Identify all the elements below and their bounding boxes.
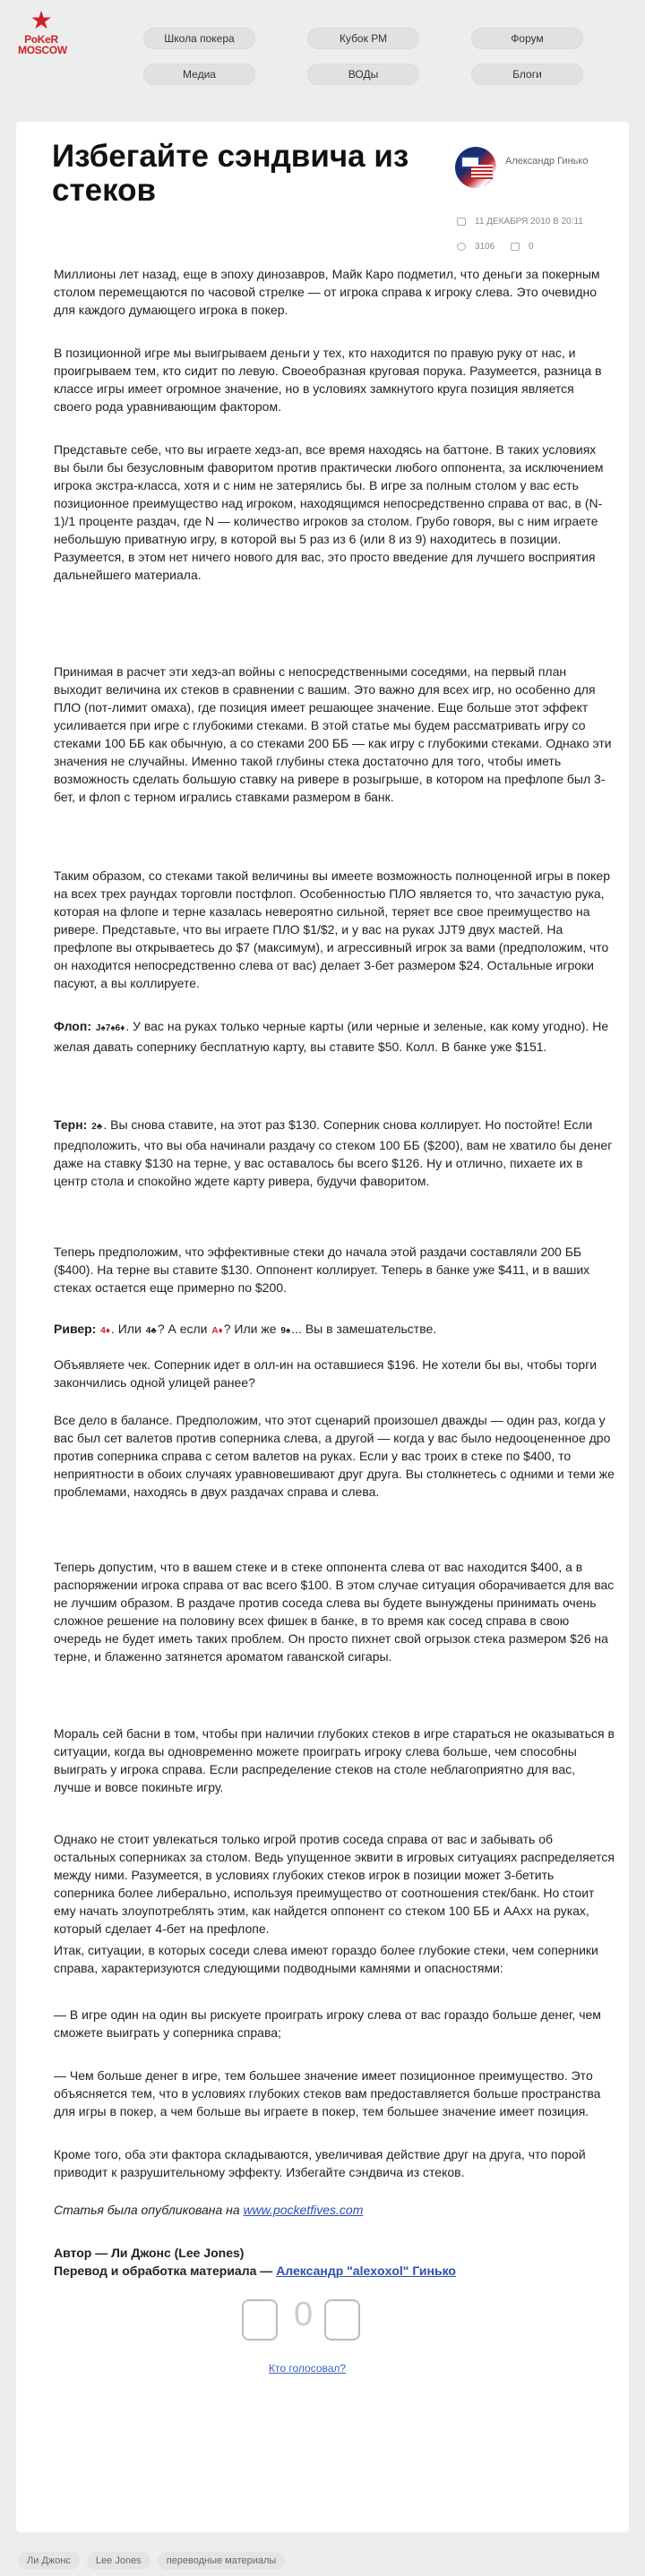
flop-paragraph: Флоп: J♠7♠6♦. У вас на руках только черные карты (или черные и зеленые, как кому угодно). Не желая давать сопернику бесплатную карту, вы ставите $50. Колл. В банке уже $151. <box>54 1019 609 1054</box>
view-count: 3106 <box>457 242 494 252</box>
turn-card: 2♣ <box>91 1122 103 1132</box>
river-paragraph: Ривер: 4♦. Или 4♣? А если A♦? Или же 9♠... Вы в замешательстве. <box>54 1320 615 1340</box>
paragraph: Кроме того, оба эти фактора складываются, увеличивая действие друг на друга, что порой приводит к разрушительному эффекту. Избегайте сэндвича из стеков. <box>54 2147 586 2179</box>
source-line: Статья была опубликована на www.pocketfives.com <box>54 2203 364 2217</box>
paragraph: Принимая в расчет эти хедз-ап войны с непосредственными соседями, на первый план выходит величина их стеков в сравнении с вашим. Это важно для всех игр, но особенно для ПЛО (пот-лимит омаха), где позиция имеет решающее значение. Еще больше этот эффект усиливается при игре с глубокими стеками. В этой статье мы будем рассматривать игру со стеками 100 ББ как обычную, а со стеками 200 ББ — как игру с глубокими стеками. Однако эти значения не случайны. Именно такой глубины стека достаточно для того, чтобы иметь возможность сделать большую ставку на ривере в розыгрыше, в котором на префлопе был 3-бет, и флоп с терном игрались ставками размером в банк. <box>54 664 612 804</box>
nav-cup[interactable]: Кубок РМ <box>307 28 419 49</box>
site-header <box>0 0 645 82</box>
paragraph: Таким образом, со стеками такой величины вы имеете возможность полноценной игры в покер на всех трех раундах торговли постфлоп. Особенностью ПЛО является то, что зачастую рука, которая на флопе и терне казалась невероятно сильной, теряет все свое преимущество на ривере. Представьте, что вы играете ПЛО $1/$2, и у вас на руках JJT9 двух мастей. На префлопе вы открываетесь до $7 (максимум), и агрессивный игрок за вами (предположим, что он находится непосредственно слева от вас) делает 3-бет размером $24. Остальные игроки пасуют, а вы коллируете. <box>54 869 610 990</box>
thumbs-down-icon[interactable] <box>242 2299 278 2341</box>
post-date: 11 ДЕКАБРЯ 2010 В 20:11 <box>457 217 583 227</box>
author-avatar[interactable] <box>455 147 496 188</box>
paragraph: В позиционной игре мы выигрываем деньги у тех, кто находится по правую руку от нас, и проигрываем тем, кто сидит по левую. Своеобразная круговая порука. Разумеется, разница в классе игры имеет огромное значение, но в условиях замкнутого круга позиция является своего рода уравнивающим фактором. <box>54 346 602 414</box>
site-logo[interactable] <box>18 5 67 70</box>
paragraph: Мораль сей басни в том, чтобы при наличии глубоких стеков в игре стараться не оказываться в ситуации, когда вы одновременно можете проиграть игроку слева больше, чем способны выиграть у игрока справа. Если распределение стеков на столе неблагоприятно для вас, лучше и вовсе покиньте игру. <box>54 1726 615 1794</box>
logo-line1: PoKeR <box>24 33 58 46</box>
paragraph: Итак, ситуации, в которых соседи слева имеют гораздо более глубокие стеки, чем соперники справа, характеризуются следующими подводными камнями и опасностями: <box>54 1943 598 1975</box>
nav-vods[interactable]: ВОДы <box>307 64 419 85</box>
river-card-1: 4♦ <box>100 1326 110 1336</box>
river-card-3: A♦ <box>211 1326 223 1336</box>
comment-count[interactable]: 0 <box>511 242 534 252</box>
paragraph: Однако не стоит увлекаться только игрой против соседа справа от вас и забывать об остальных соперниках за столом. Ведь упущенное эквити в игровых ситуациях распределяется между ними. Разумеется, в условиях глубоких стеков игрок в позиции может 3-бетить соперника более либерально, используя преимущество от соотношения стек/банк. Но стоит ему начать злоупотреблять этим, как найдется оппонент со стеком 100 ББ и AAxx на руках, который сделает 4-бет на префлопе. <box>54 1832 615 1936</box>
tag-item[interactable]: Lee Jones <box>87 2552 150 2570</box>
paragraph: — В игре один на один вы рискуете проиграть игроку слева от вас гораздо больше денег, чем сможете выиграть у соперника справа; <box>54 2007 601 2040</box>
article-card <box>16 122 629 2532</box>
tag-list <box>18 2550 292 2570</box>
source-link[interactable]: www.pocketfives.com <box>243 2203 364 2217</box>
comment-icon <box>511 243 520 251</box>
flop-cards: J♠7♠6♦ <box>95 1023 125 1033</box>
vote-count: 0 <box>294 2296 314 2333</box>
calendar-icon <box>457 218 466 226</box>
nav-media[interactable]: Медиа <box>143 64 255 85</box>
logo-line2: MOSCOW <box>18 44 67 56</box>
paragraph: Теперь предположим, что эффективные стеки до начала этой раздачи составляли 200 ББ ($400). На терне вы ставите $130. Оппонент коллирует. Теперь в банке уже $411, и в ваших стеках остается еще примерно по $200. <box>54 1245 590 1295</box>
river-card-2: 4♣ <box>145 1326 157 1336</box>
nav-forum[interactable]: Форум <box>471 28 583 49</box>
thumbs-up-icon[interactable] <box>324 2299 360 2341</box>
nav-blogs[interactable]: Блоги <box>471 64 583 85</box>
paragraph: Представьте себе, что вы играете хедз-ап, все время находясь на баттоне. В таких условиях вы были бы безусловным фаворитом против практически любого оппонента, за исключением игрока экстра-класса, хотя и с ним не затерялись бы. В игре за полным столом у вас есть позиционное преимущество над игроком, находящимся непосредственно справа от вас, в (N-1)/1 проценте раздач, где N — количество игроков за столом. Грубо говоря, вы с ним играете небольшую приватную игру, в которой вы 5 раз из 6 (или 8 из 9) находитесь в позиции. Разумеется, в этом нет ничего нового для вас, это просто введение для лучшего восприятия дальнейшего материала. <box>54 442 604 582</box>
tag-item[interactable]: Ли Джонс <box>18 2552 80 2570</box>
vote-widget <box>242 2294 367 2348</box>
article-title: Избегайте сэндвича из стеков <box>52 139 409 208</box>
tag-item[interactable]: переводные материалы <box>158 2552 286 2570</box>
author-name[interactable]: Александр Гинько <box>505 156 589 167</box>
eye-icon <box>457 243 466 251</box>
paragraph: Миллионы лет назад, еще в эпоху динозавров, Майк Каро подметил, что деньги за покерным столом перемещаются по часовой стрелке — от игрока справа к игроку слева. Это очевидно для каждого думающего игрока в покер. <box>54 267 600 317</box>
turn-paragraph: Терн: 2♣. Вы снова ставите, на этот раз $130. Соперник снова коллирует. Но постойте! Если предположить, что вы оба начинали раздачу со стеком 100 ББ ($200), вам не хватило бы денег даже на ставку $130 на терне, у вас оставалось бы всего $126. Ну и отлично, пихаете их в центр стола и спокойно ждете карту ривера, будучи фаворитом. <box>54 1117 613 1188</box>
translator-credit: Перевод и обработка материала — Александр "alexoxol" Гинько <box>54 2264 456 2278</box>
who-voted-link[interactable]: Кто голосовал? <box>269 2362 347 2375</box>
paragraph: Все дело в балансе. Предположим, что этот сценарий произошел дважды — один раз, когда у вас был сет валетов против соперника слева, а другой — когда у вас было недооцененное дро против соперника справа с сетом валетов на руках. Если у вас троих в стеке по $400, то неприятности в обоих случаях уравновешивают друг друга. Вы столкнетесь с одними и теми же проблемами, находясь в двух раздачах справа и слева. <box>54 1413 615 1499</box>
nav-school[interactable]: Школа покера <box>143 28 255 49</box>
paragraph: — Чем больше денег в игре, тем большее значение имеет позиционное преимущество. Это объясняется тем, что в условиях глубоких стеков вам предоставляется больше пространства для игры в покер, а чем больше вы играете в покер, тем большее значение имеет позиция. <box>54 2068 601 2118</box>
star-icon: ★ <box>30 5 53 35</box>
flag-us-graphic <box>471 165 493 179</box>
river-card-4: 9♠ <box>280 1326 291 1336</box>
paragraph: Объявляете чек. Соперник идет в олл-ин на оставшиеся $196. Не хотели бы вы, чтобы торги закончились одной улицей ранее? <box>54 1357 598 1390</box>
paragraph: Теперь допустим, что в вашем стеке и в стеке оппонента слева от вас находится $400, а в распоряжении игрока справа от вас всего $100. В этом случае ситуация оборачивается для вас не лучшим образом. В раздаче против соседа слева вы будете вынуждены принимать очень сложное решение на половину всех фишек в банке, в то время как сосед справа в свою очередь не будет иметь таких проблем. Он просто пихнет свой огрызок стека размером $26 на терне, и блаженно затянется ароматом гаванской сигары. <box>54 1560 615 1664</box>
author-credit: Автор — Ли Джонс (Lee Jones) <box>54 2246 245 2260</box>
translator-link[interactable]: Александр "alexoxol" Гинько <box>276 2264 456 2278</box>
